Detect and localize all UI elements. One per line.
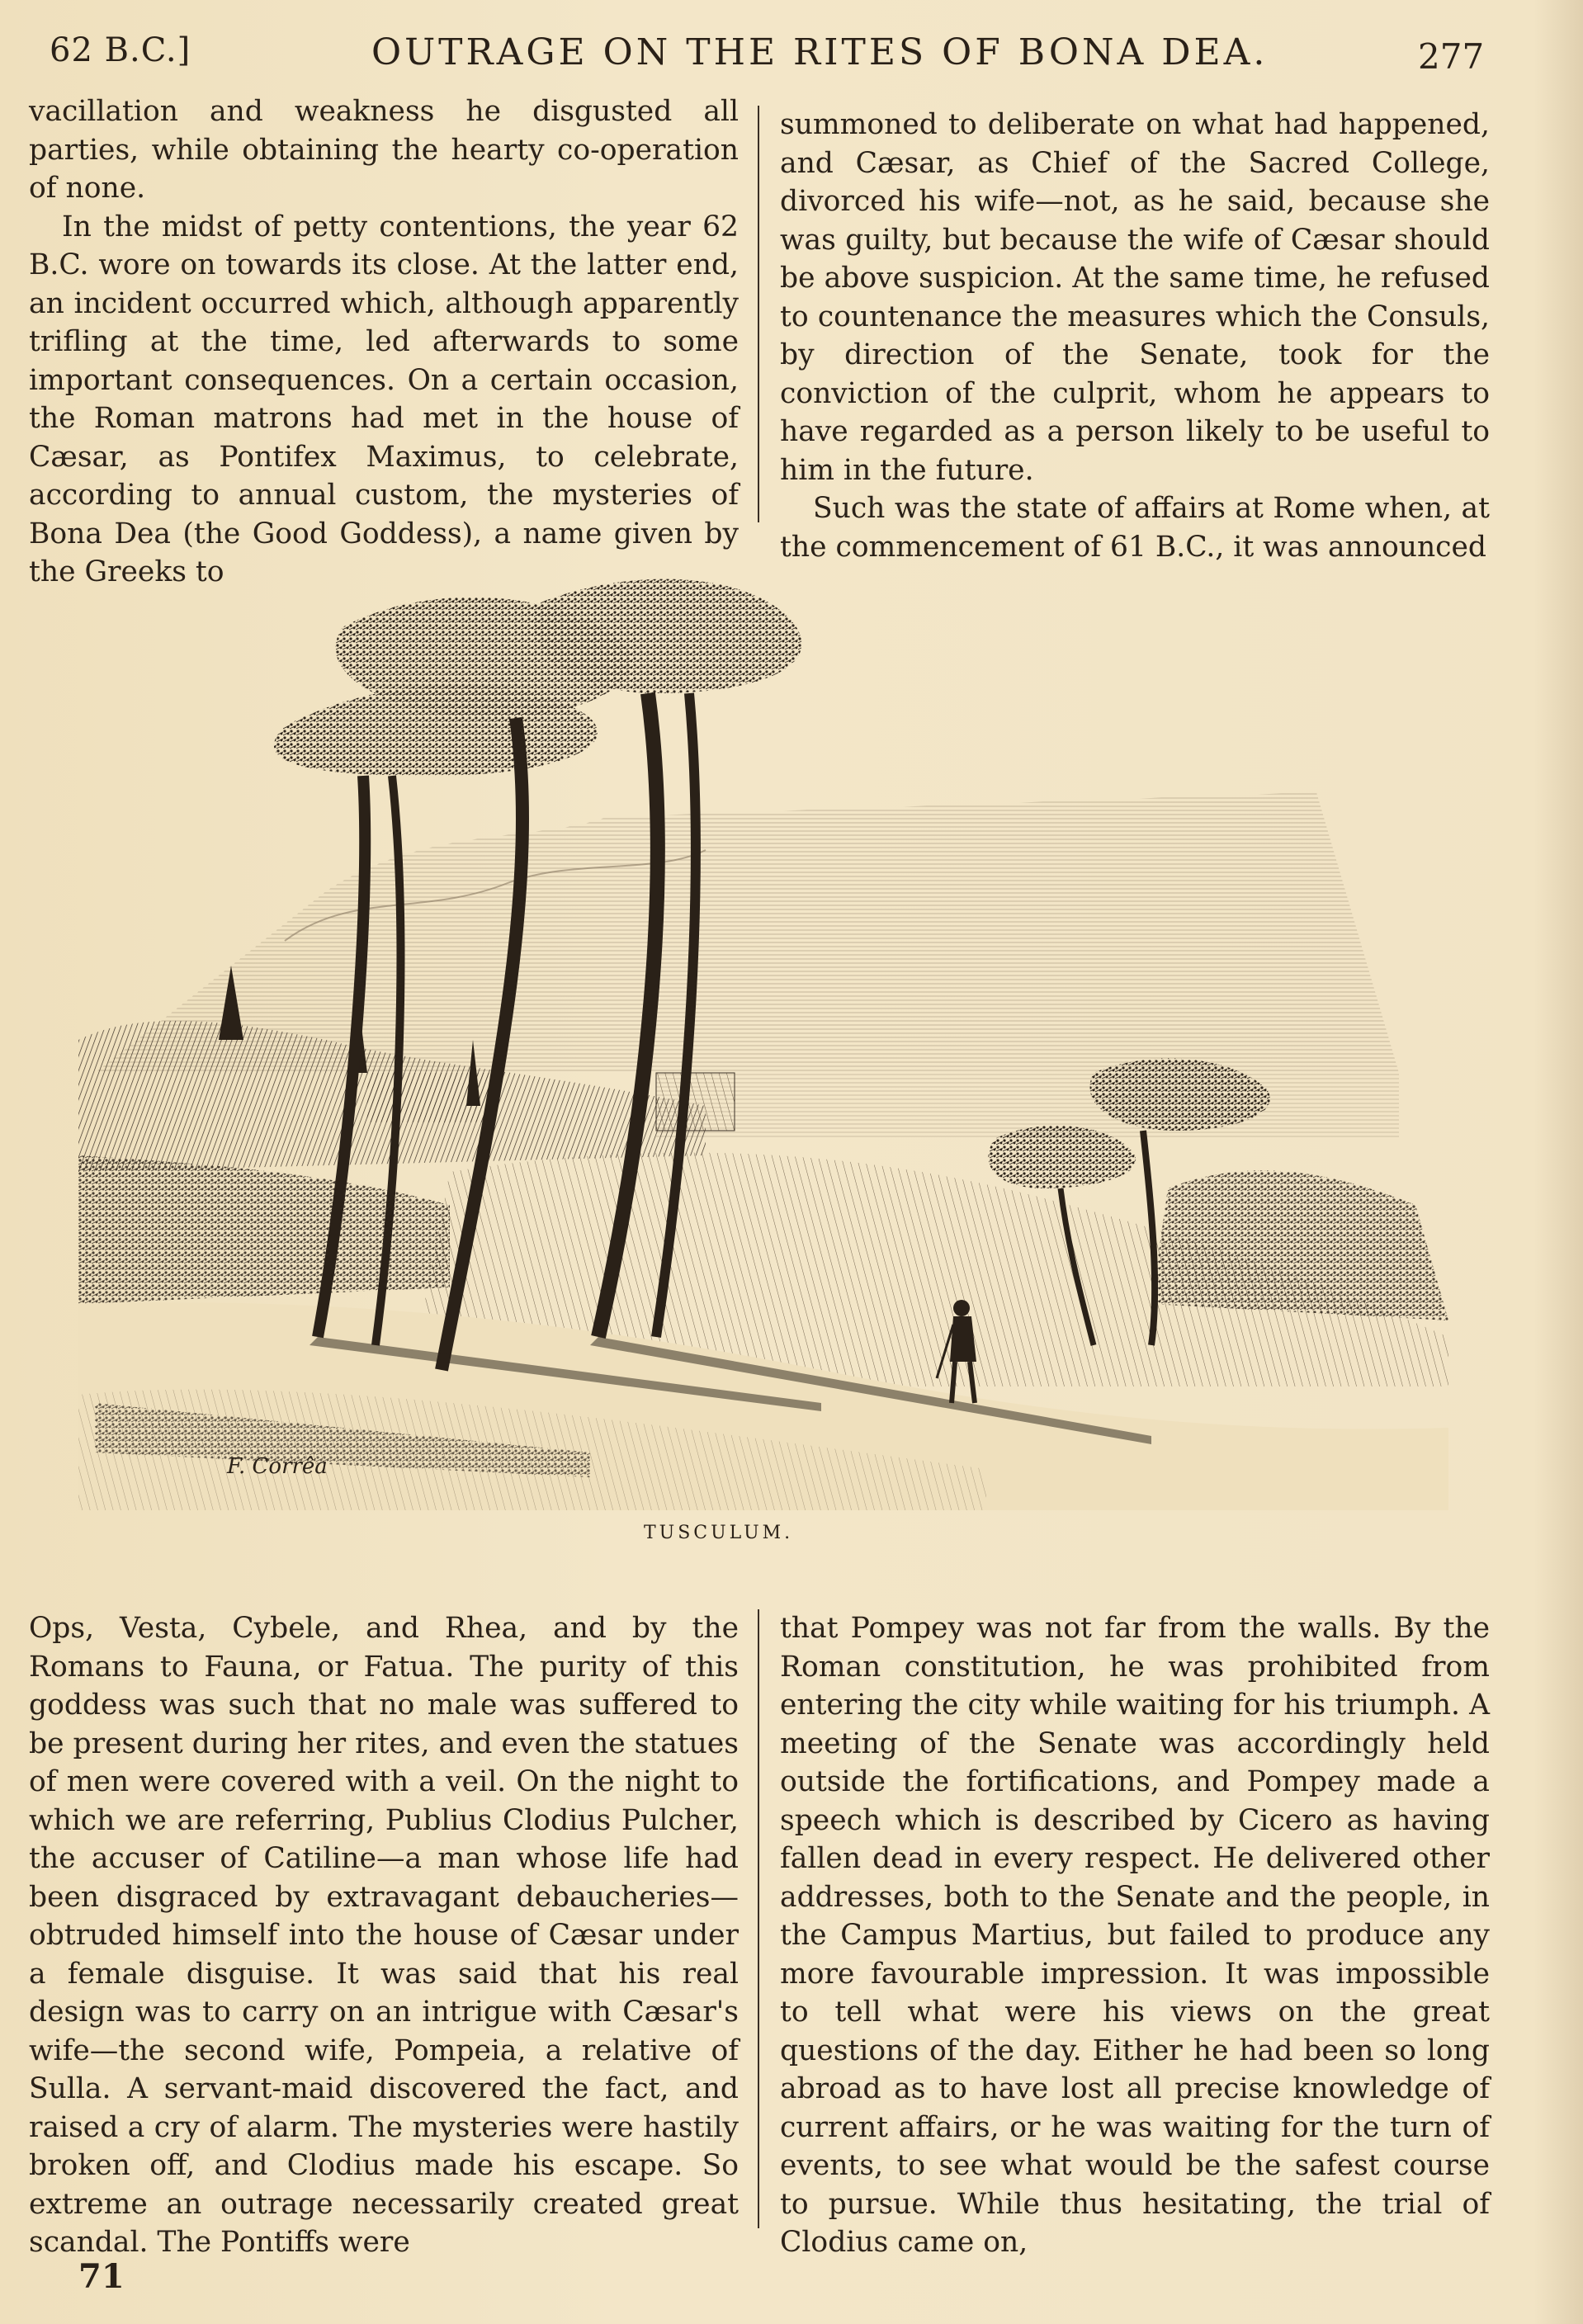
column-bottom-right	[780, 1609, 1490, 2262]
page-number: 277	[1418, 36, 1485, 77]
header-date: 62 B.C.]	[50, 31, 191, 69]
paragraph: vacillation and weakness he disgusted all parties, while obtaining the hearty co-operation of none.	[29, 95, 739, 205]
column-top-right	[780, 106, 1490, 566]
paragraph: Such was the state of affairs at Rome when, at the commencement of 61 B.C., it was announced	[780, 492, 1490, 564]
column-bottom-left	[29, 1609, 739, 2262]
paragraph: In the midst of petty contentions, the year 62 B.C. wore on towards its close. At the latter end, an incident occurred which, although apparently trifling at the time, led afterwards to some important consequences. On a certain occasion, the Roman matrons had met in the house of Cæsar, as Pontifex Maximus, to celebrate, according to annual custom, the mysteries of Bona Dea (the Good Goddess), a name given by the Greeks to	[29, 210, 739, 588]
page-gutter-shadow	[1533, 0, 1583, 2324]
paragraph: that Pompey was not far from the walls. By the Roman constitution, he was prohibited from entering the city while waiting for his triumph. A meeting of the Senate was accordingly held outside the fortifications, and Pompey made a speech which is described by Cicero as having fallen dead in every respect. He delivered other addresses, both to the Senate and the people, in the Campus Martius, but failed to produce any more favourable impression. It was impossible to tell what were his views on the great questions of the day. Either he had been so long abroad as to have lost all precise knowledge of current affairs, or he was waiting for the turn of events, to see what would be the safest course to pursue. While thus hesitating, the trial of Clodius came on,	[780, 1612, 1490, 2259]
header-title: OUTRAGE ON THE RITES OF BONA DEA.	[371, 31, 1269, 73]
paragraph: Ops, Vesta, Cybele, and Rhea, and by the Romans to Fauna, or Fatua. The purity of this goddess was such that no male was suffered to be present during her rites, and even the statues of men were covered with a veil. On the night to which we are referring, Publius Clodius Pulcher, the accuser of Catiline—a man whose life had been disgraced by extravagant debaucheries—obtruded himself into the house of Cæsar under a female disguise. It was said that his real design was to carry on an intrigue with Cæsar's wife—the second wife, Pompeia, a relative of Sulla. A servant-maid discovered the fact, and raised a cry of alarm. The mysteries were hastily broken off, and Clodius made his escape. So extreme an outrage necessarily created great scandal. The Pontiffs were	[29, 1612, 739, 2259]
printer-signature-mark: 71	[78, 2257, 125, 2296]
column-rule	[758, 106, 759, 522]
engraver-signature: F. Corrêa	[227, 1454, 328, 1479]
figure-caption: TUSCULUM.	[644, 1523, 794, 1543]
tusculum-engraving	[78, 578, 1498, 1510]
running-header	[0, 31, 1583, 81]
column-rule	[758, 1609, 759, 2228]
column-top-left	[29, 92, 739, 592]
paragraph: summoned to deliberate on what had happened, and Cæsar, as Chief of the Sacred College, divorced his wife—not, as he said, because she was guilty, but because the wife of Cæsar should be above suspicion. At the same time, he refused to countenance the measures which the Consuls, by direction of the Senate, took for the conviction of the culprit, whom he appears to have regarded as a person likely to be useful to him in the future.	[780, 108, 1490, 487]
